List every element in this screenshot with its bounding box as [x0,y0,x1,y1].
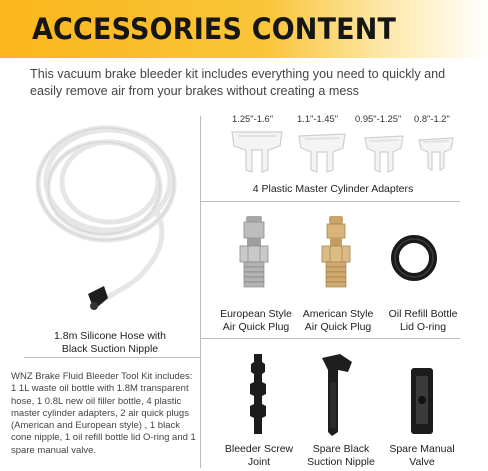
hose-label-line1: 1.8m Silicone Hose with [53,330,167,342]
american-plug-image [318,214,354,294]
bleeder-screw-joint-label-line2: Joint [247,455,271,468]
american-plug-label-line1: American Style [302,308,374,320]
adapter-image-2 [295,130,349,176]
adapter-size-3: 0.95"-1.25" [355,113,402,124]
bleeder-screw-joint-image [244,352,272,436]
spare-suction-nipple-label [296,443,386,468]
spare-manual-valve-image [405,366,439,436]
o-ring-label-line2: Lid O-ring [399,320,447,333]
spare-suction-nipple-label-line2: Suction Nipple [307,455,375,468]
adapter-size-2: 1.1"-1.45" [297,113,339,124]
kit-description: WNZ Brake Fluid Bleeder Tool Kit includes: 1 1L waste oil bottle with 1.8M transparent hose, 1 0.8L new oil filler bottle, 4 plastic master cylinder adapters, 2 air quick plugs (American and European style) , 1 black cone nipple, 1 oil refill bottle lid O-ring and 1 spare manual valve. [11,371,196,456]
header-banner [0,0,488,58]
divider-vertical [200,116,201,468]
divider-adapters [200,201,460,202]
european-plug-label-line2: Air Quick Plug [222,320,290,333]
american-plug-label [298,308,378,333]
bleeder-screw-joint-label-line1: Bleeder Screw [224,443,294,455]
adapter-image-1 [228,128,286,176]
o-ring-label-line1: Oil Refill Bottle [388,308,458,320]
european-plug-image [236,214,272,294]
o-ring-label [378,308,468,333]
bleeder-screw-joint-label [214,443,304,468]
spare-suction-nipple-image [318,352,358,438]
o-ring-image [390,234,438,282]
adapter-size-4: 0.8"-1.2" [414,113,450,124]
hose-label [30,330,190,355]
hose-label-line2: Black Suction Nipple [61,342,159,355]
american-plug-label-line2: Air Quick Plug [304,320,372,333]
european-plug-label [216,308,296,333]
adapter-image-3 [361,132,407,176]
adapters-label: 4 Plastic Master Cylinder Adapters [252,183,414,195]
intro-text: This vacuum brake bleeder kit includes everything you need to quickly and easily remove air from your brakes without creating a mess [30,67,446,98]
divider-hose [24,357,200,358]
spare-suction-nipple-label-line1: Spare Black [312,443,370,455]
spare-manual-valve-label [376,443,468,468]
silicone-hose-image [28,118,198,318]
adapter-size-1: 1.25"-1.6" [232,113,274,124]
adapter-image-4 [415,134,457,174]
spare-manual-valve-label-line2: Valve [409,455,435,468]
page-title: ACCESSORIES CONTENT [32,12,397,46]
spare-manual-valve-label-line1: Spare Manual [389,443,455,455]
european-plug-label-line1: European Style [220,308,292,320]
divider-plugs [200,338,460,339]
